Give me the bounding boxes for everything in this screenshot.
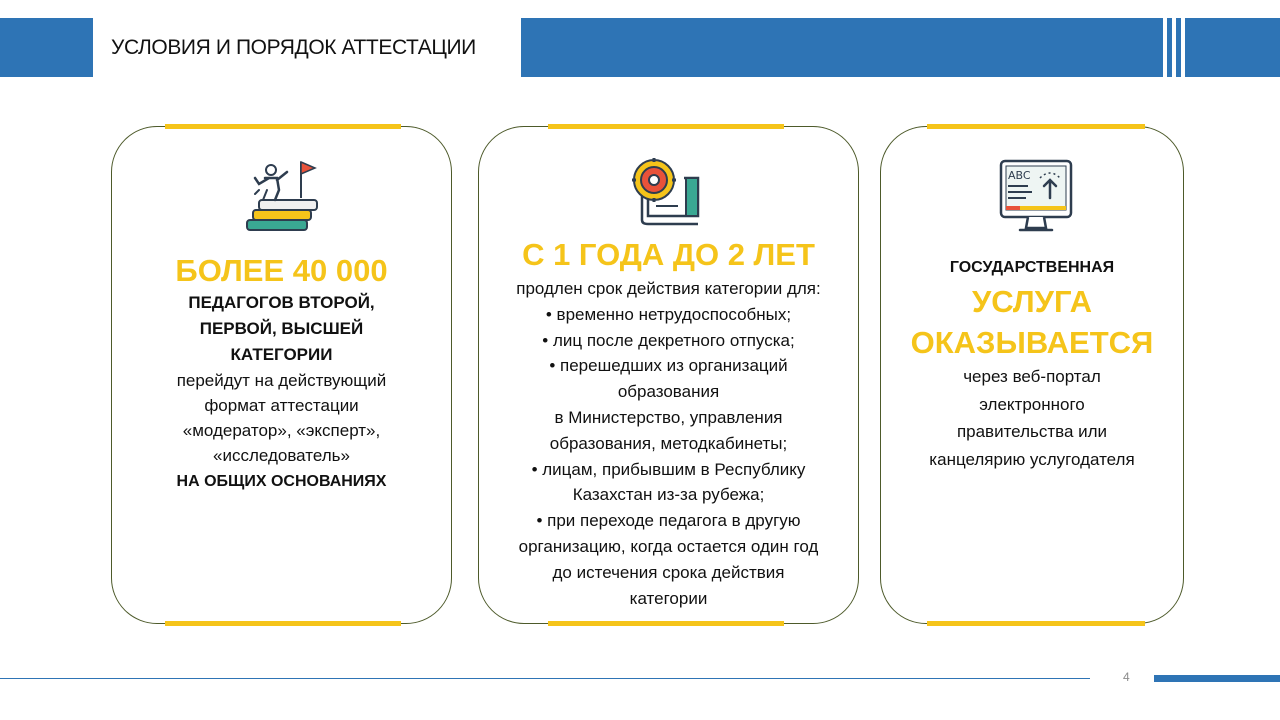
card-top-accent bbox=[165, 124, 401, 129]
gear-book-icon bbox=[628, 156, 708, 228]
card-bottom-accent bbox=[927, 621, 1145, 626]
text-line: продлен срок действия категории для: bbox=[516, 279, 821, 298]
text-line: «модератор», «эксперт», bbox=[182, 421, 381, 440]
card-top-accent bbox=[927, 124, 1145, 129]
text-line: через веб-портал bbox=[963, 367, 1101, 386]
bullet-line: • временно нетрудоспособных; bbox=[545, 304, 792, 324]
header-stripe bbox=[1181, 18, 1185, 77]
highlight-number: БОЛЕЕ 40 000 bbox=[175, 253, 388, 288]
page-title: УСЛОВИЯ И ПОРЯДОК АТТЕСТАЦИИ bbox=[111, 36, 476, 59]
text-line: образования bbox=[617, 382, 720, 402]
bullet-line: • перешедших из организаций bbox=[549, 356, 788, 376]
bold-line: ПЕРВОЙ, ВЫСШЕЙ bbox=[199, 319, 364, 338]
bold-line: КАТЕГОРИИ bbox=[230, 345, 333, 364]
card-bottom-accent bbox=[548, 621, 784, 626]
card-teachers-text bbox=[111, 252, 452, 495]
highlight-period: С 1 ГОДА ДО 2 ЛЕТ bbox=[522, 237, 815, 272]
text-line: образования, методкабинеты; bbox=[549, 433, 788, 453]
text-line: перейдут на действующий bbox=[176, 371, 387, 390]
text-line: правительства или bbox=[956, 422, 1108, 441]
bullet-line: • лиц после декретного отпуска; bbox=[542, 330, 795, 350]
card-extension-text bbox=[478, 234, 859, 611]
text-line: формат аттестации bbox=[204, 396, 359, 415]
text-line: канцелярию услугодателя bbox=[929, 449, 1135, 469]
header-left-block bbox=[0, 18, 93, 77]
card-bottom-accent bbox=[165, 621, 401, 626]
bold-line: НА ОБЩИХ ОСНОВАНИЯХ bbox=[176, 473, 387, 490]
bullet-line: • при переходе педагога в другую bbox=[536, 511, 801, 531]
text-line: категории bbox=[629, 588, 708, 608]
text-line: электронного bbox=[979, 394, 1085, 414]
text-line: организацию, когда остается один год bbox=[518, 536, 819, 556]
card-service-text bbox=[880, 255, 1184, 473]
footer-accent-bar bbox=[1154, 675, 1280, 682]
text-line: до истечения срока действия bbox=[552, 562, 785, 582]
bold-line: ГОСУДАРСТВЕННАЯ bbox=[949, 259, 1115, 276]
card-top-accent bbox=[548, 124, 784, 129]
climbing-books-flag-icon bbox=[245, 158, 321, 234]
footer-line bbox=[0, 678, 1090, 679]
abc-monitor-icon bbox=[998, 158, 1074, 236]
icon-label: ABC bbox=[1008, 169, 1031, 182]
bold-line: ПЕДАГОГОВ ВТОРОЙ, bbox=[188, 293, 375, 312]
highlight-line: УСЛУГА bbox=[972, 284, 1092, 319]
text-line: Казахстан из-за рубежа; bbox=[572, 485, 765, 505]
header-stripe bbox=[1163, 18, 1167, 77]
bullet-line: • лицам, прибывшим в Республику bbox=[531, 459, 806, 479]
highlight-line: ОКАЗЫВАЕТСЯ bbox=[910, 325, 1154, 360]
text-line: в Министерство, управления bbox=[554, 407, 783, 427]
text-line: «исследователь» bbox=[213, 446, 350, 465]
header-stripe bbox=[1172, 18, 1176, 77]
page-number: 4 bbox=[1123, 670, 1130, 684]
